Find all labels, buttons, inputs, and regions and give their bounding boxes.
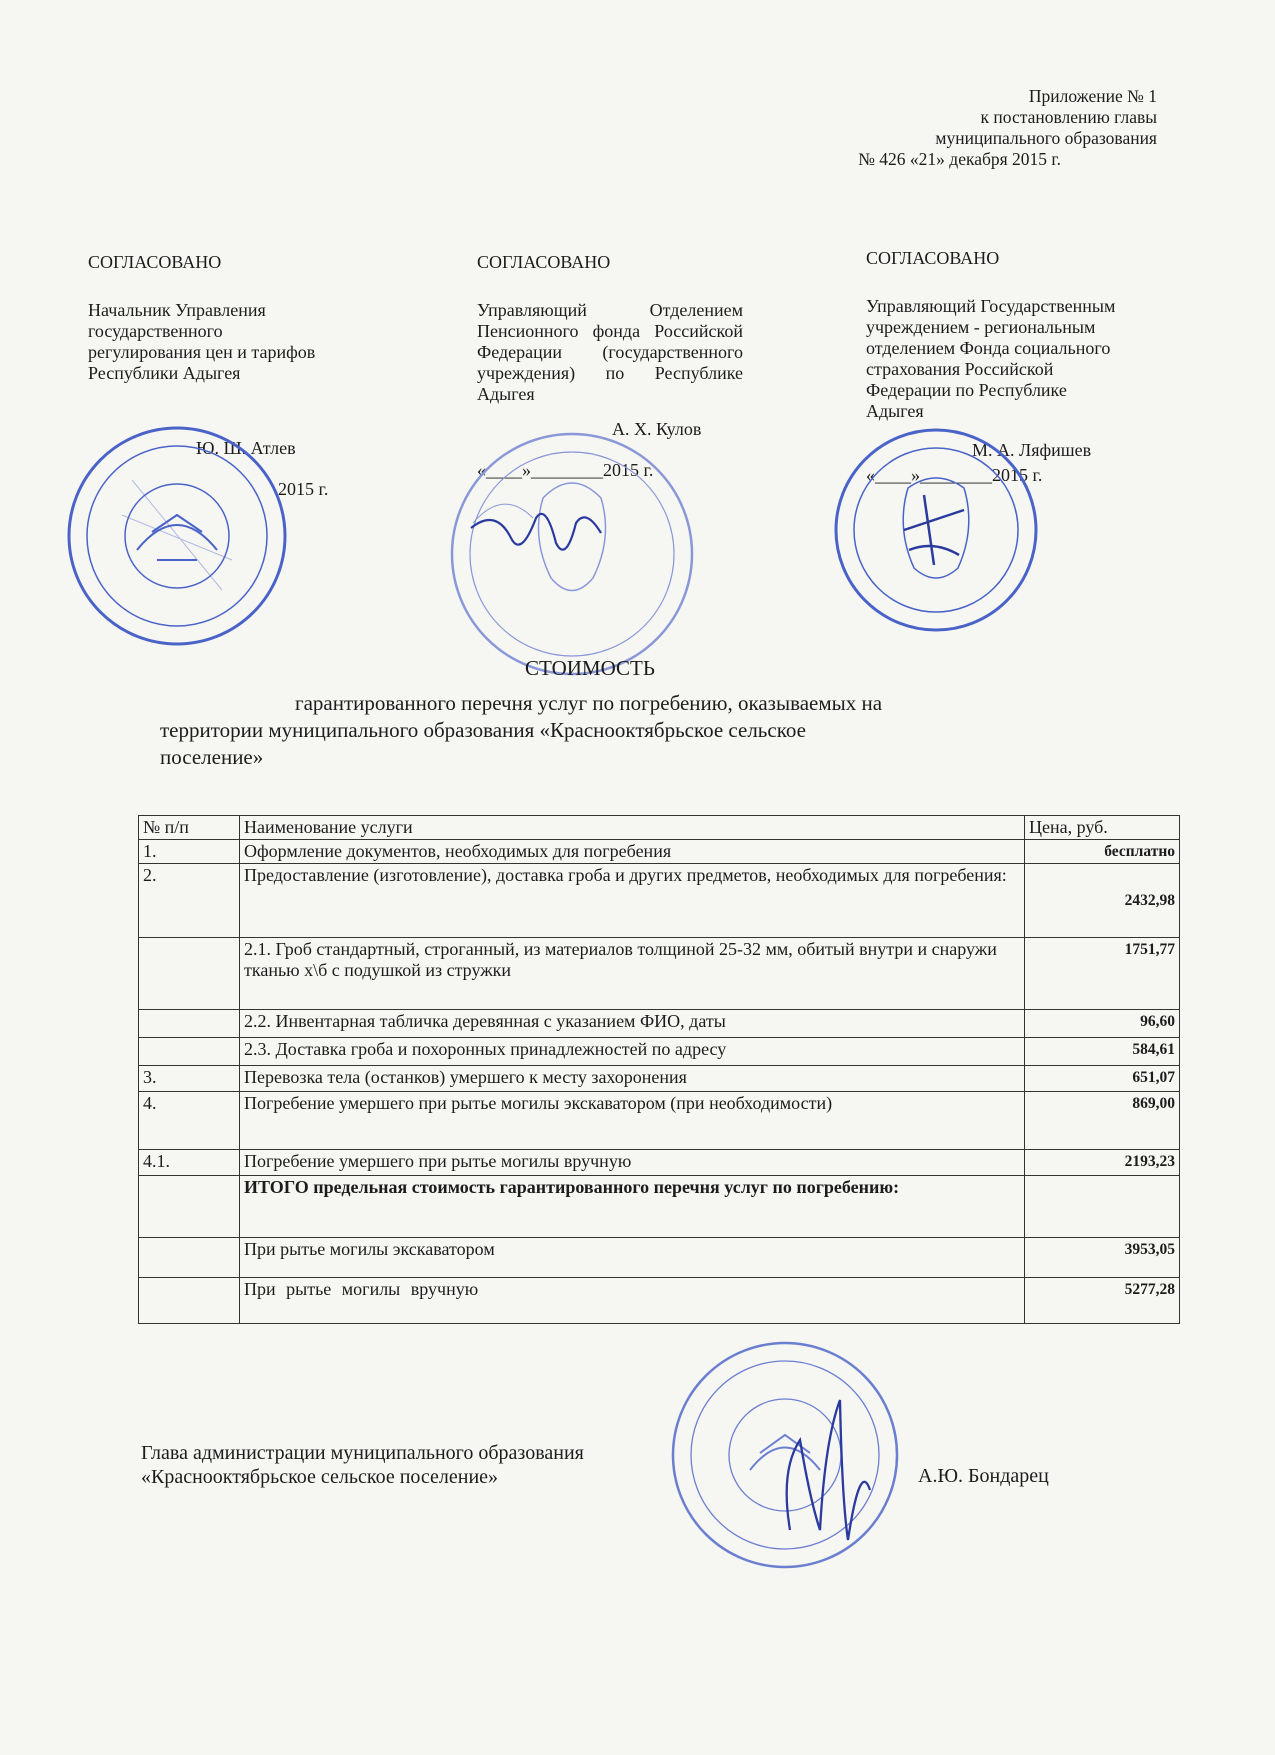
subtitle-line-3: поселение» xyxy=(160,745,264,769)
table-row xyxy=(139,840,1180,864)
row-number: 4.1. xyxy=(139,1150,240,1176)
approval-signer: А. Х. Кулов xyxy=(612,419,702,439)
approval-heading: СОГЛАСОВАНО xyxy=(88,252,222,272)
service-name: Погребение умершего при рытье могилы экскаватором (при необходимости) xyxy=(240,1092,1025,1150)
row-number xyxy=(139,1278,240,1324)
service-name: При рытье могилы экскаватором xyxy=(240,1238,1025,1278)
approval-date: «____»________2015 г. xyxy=(866,465,1043,485)
service-name: Перевозка тела (останков) умершего к месту захоронения xyxy=(240,1066,1025,1092)
service-name: 2.1. Гроб стандартный, строганный, из материалов толщиной 25-32 мм, обитый внутри и снаружи тканью х\б с подушкой из стружки xyxy=(240,938,1025,1010)
document-subtitle xyxy=(160,690,1060,771)
stamp-seal-1-icon xyxy=(62,420,292,652)
column-header: Цена, руб. xyxy=(1025,816,1180,840)
approval-date: «____»________2015 г. xyxy=(477,460,654,480)
approval-position: Управляющий Отделением Пенсионного фонда Российской Федерации (государственного учреждения) по Республике Адыгея xyxy=(477,300,743,404)
footer-signature-block xyxy=(141,1441,584,1489)
table-row xyxy=(139,1150,1180,1176)
signature-3-icon xyxy=(894,490,974,570)
signature-2-icon xyxy=(466,498,606,570)
footer-position-line-1: Глава администрации муниципального образования xyxy=(141,1442,584,1464)
approval-signer: Ю. Ш. Атлев xyxy=(196,438,296,458)
row-number: 3. xyxy=(139,1066,240,1092)
service-name: Предоставление (изготовление), доставка гроба и других предметов, необходимых для погребения: xyxy=(240,864,1025,938)
approval-signer: М. А. Ляфишев xyxy=(972,440,1092,460)
price-table xyxy=(138,815,1180,1324)
service-name: 2.2. Инвентарная табличка деревянная с указанием ФИО, даты xyxy=(240,1010,1025,1038)
table-row-total-heading xyxy=(139,1176,1180,1238)
document-title: СТОИМОСТЬ xyxy=(525,656,655,680)
row-number xyxy=(139,938,240,1010)
approval-heading: СОГЛАСОВАНО xyxy=(477,252,611,272)
row-number xyxy=(139,1010,240,1038)
service-price: 2193,23 xyxy=(1025,1150,1180,1176)
row-number: 4. xyxy=(139,1092,240,1150)
service-name: Оформление документов, необходимых для погребения xyxy=(240,840,1025,864)
subtitle-line-2: территории муниципального образования «Краснооктябрьское сельское xyxy=(160,718,806,742)
table-row xyxy=(139,1066,1180,1092)
column-header: Наименование услуги xyxy=(240,816,1025,840)
row-number xyxy=(139,1038,240,1066)
row-number: 2. xyxy=(139,864,240,938)
service-price: 584,61 xyxy=(1025,1038,1180,1066)
service-price: 96,60 xyxy=(1025,1010,1180,1038)
signature-4-icon xyxy=(770,1380,880,1560)
service-price: 1751,77 xyxy=(1025,938,1180,1010)
service-name: При рытье могилы вручную xyxy=(240,1278,1025,1324)
subtitle-line-1: гарантированного перечня услуг по погребению, оказываемых на xyxy=(295,691,883,715)
appendix-line-4: № 426 «21» декабря 2015 г. xyxy=(858,149,1061,169)
footer-signer-name: А.Ю. Бондарец xyxy=(918,1465,1049,1487)
appendix-line-3: муниципального образования xyxy=(935,128,1157,148)
service-name: Погребение умершего при рытье могилы вручную xyxy=(240,1150,1025,1176)
service-name: 2.3. Доставка гроба и похоронных принадлежностей по адресу xyxy=(240,1038,1025,1066)
service-price: 3953,05 xyxy=(1025,1238,1180,1278)
row-number xyxy=(139,1176,240,1238)
table-row xyxy=(139,1278,1180,1324)
table-header-row xyxy=(139,816,1180,840)
approval-heading: СОГЛАСОВАНО xyxy=(866,248,1000,268)
service-price xyxy=(1025,1176,1180,1238)
footer-position-line-2: «Краснооктябрьское сельское поселение» xyxy=(141,1466,499,1488)
table-row xyxy=(139,1092,1180,1150)
appendix-line-2: к постановлению главы xyxy=(980,107,1157,127)
table-row xyxy=(139,1010,1180,1038)
appendix-header xyxy=(858,86,1157,170)
appendix-line-1: Приложение № 1 xyxy=(1028,86,1157,106)
table-row xyxy=(139,1238,1180,1278)
table-row xyxy=(139,938,1180,1010)
service-price: 651,07 xyxy=(1025,1066,1180,1092)
service-price: 5277,28 xyxy=(1025,1278,1180,1324)
table-row xyxy=(139,864,1180,938)
column-header: № п/п xyxy=(139,816,240,840)
service-price: 869,00 xyxy=(1025,1092,1180,1150)
approval-date: 2015 г. xyxy=(278,479,329,499)
approval-position: Управляющий Государственным учреждением - региональным отделением Фонда социального страхования Российской Федерации по Республике Адыгея xyxy=(866,296,1116,421)
row-number xyxy=(139,1238,240,1278)
service-price: бесплатно xyxy=(1025,840,1180,864)
approval-position: Начальник Управления государственного регулирования цен и тарифов Республики Адыгея xyxy=(88,300,316,383)
table-row xyxy=(139,1038,1180,1066)
service-price: 2432,98 xyxy=(1025,864,1180,938)
row-number: 1. xyxy=(139,840,240,864)
service-name: ИТОГО предельная стоимость гарантированного перечня услуг по погребению: xyxy=(240,1176,1025,1238)
